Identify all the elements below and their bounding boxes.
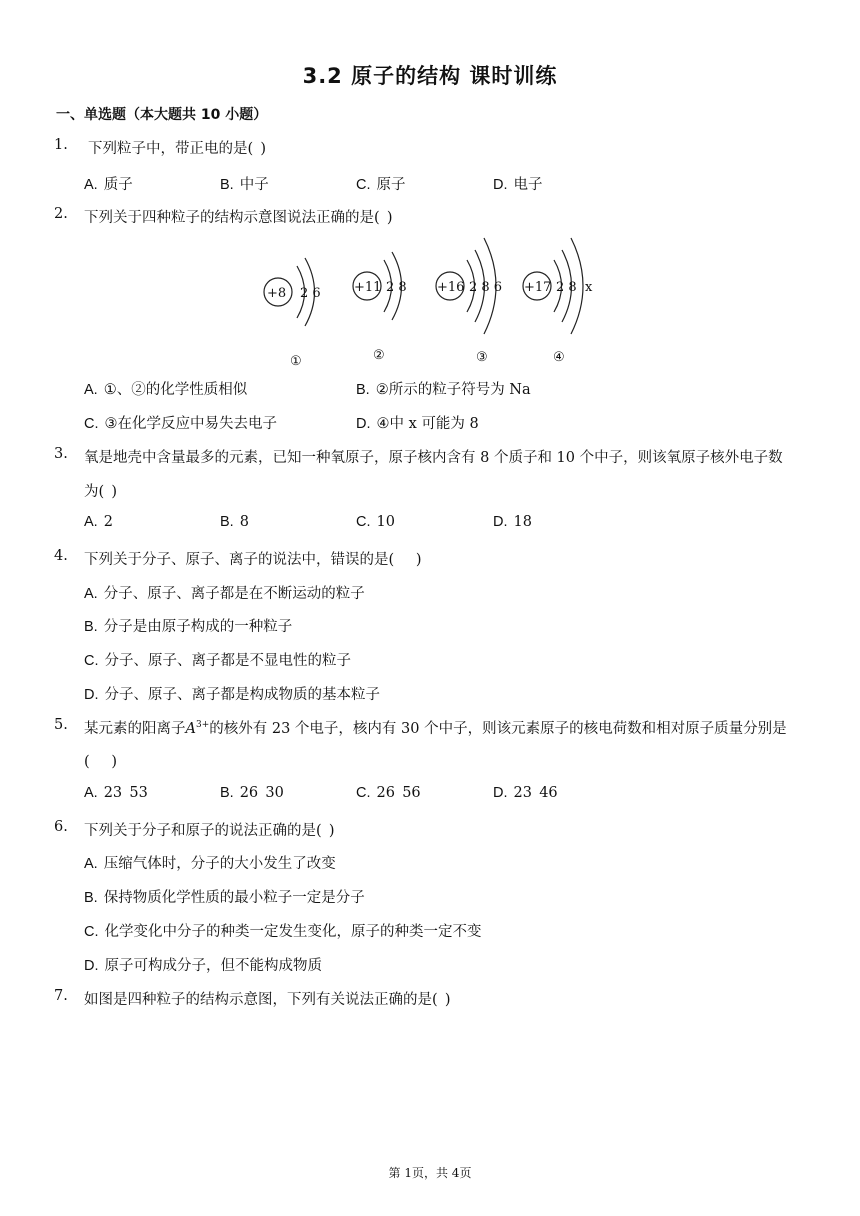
option-c[interactable]: C. 原子 bbox=[356, 177, 406, 193]
option-b[interactable]: B. 8 bbox=[220, 514, 249, 530]
nucleus-label-1: +8 bbox=[267, 286, 287, 301]
figure-mark-4: ④ bbox=[553, 350, 565, 365]
option-c[interactable]: C. 分子、原子、离子都是不显电性的粒子 bbox=[84, 653, 351, 669]
nucleus-label-2: +11 bbox=[354, 280, 382, 295]
question-stem: 下列粒子中，带正电的是( ) bbox=[88, 141, 267, 157]
option-a[interactable]: A. 23 53 bbox=[84, 785, 148, 801]
question-number: 6. bbox=[54, 819, 68, 835]
option-b[interactable]: B. ②所示的粒子符号为 Na bbox=[356, 382, 531, 398]
option-c[interactable]: C. 10 bbox=[356, 514, 395, 530]
option-c[interactable]: C. ③在化学反应中易失去电子 bbox=[84, 416, 277, 432]
question-number: 5. bbox=[54, 717, 68, 733]
question-stem-continued: ( ) bbox=[84, 754, 118, 770]
question-number: 1. bbox=[54, 137, 68, 153]
question-number: 3. bbox=[54, 446, 68, 462]
figure-mark-1: ① bbox=[290, 354, 302, 369]
option-a[interactable]: A. 压缩气体时，分子的大小发生了改变 bbox=[84, 856, 336, 872]
option-b[interactable]: B. 中子 bbox=[220, 177, 269, 193]
option-d[interactable]: D. ④中 x 可能为 8 bbox=[356, 416, 479, 432]
shell-label-1: 2 6 bbox=[300, 286, 321, 301]
option-a[interactable]: A. 分子、原子、离子都是在不断运动的粒子 bbox=[84, 586, 365, 602]
section-heading: 一、单选题（本大题共 10 小题） bbox=[56, 107, 268, 123]
question-stem: 氧是地壳中含量最多的元素，已知一种氧原子，原子核内含有 8 个质子和 10 个中子，则该氧原子核外电子数 bbox=[84, 450, 783, 466]
question-stem: 下列关于四种粒子的结构示意图说法正确的是( ) bbox=[84, 210, 393, 226]
nucleus-label-4: +17 bbox=[524, 280, 552, 295]
shell-label-3: 2 8 6 bbox=[469, 280, 503, 295]
question-stem-continued: 为( ) bbox=[84, 484, 118, 500]
atom-structure-figure bbox=[250, 232, 610, 372]
option-a[interactable]: A. ①、②的化学性质相似 bbox=[84, 382, 248, 398]
question-number: 4. bbox=[54, 548, 68, 564]
option-b[interactable]: B. 分子是由原子构成的一种粒子 bbox=[84, 619, 293, 635]
ion-symbol: A bbox=[185, 721, 196, 737]
question-stem: 下列关于分子和原子的说法正确的是( ) bbox=[84, 823, 335, 839]
ion-charge: 3+ bbox=[195, 720, 210, 730]
figure-mark-3: ③ bbox=[476, 350, 488, 365]
question-stem: 某元素的阳离子$A^{3+}$的核外有 23 个电子，核内有 30 个中子，则该元素原子的核电荷数和相对原子质量分别是 bbox=[84, 720, 787, 737]
option-c[interactable]: C. 26 56 bbox=[356, 785, 421, 801]
page-title: 3.2 原子的结构 课时训练 bbox=[302, 64, 558, 88]
question-number: 2. bbox=[54, 206, 68, 222]
option-b[interactable]: B. 26 30 bbox=[220, 785, 284, 801]
option-d[interactable]: D. 18 bbox=[493, 514, 532, 530]
question-stem: 如图是四种粒子的结构示意图，下列有关说法正确的是( ) bbox=[84, 992, 451, 1008]
option-d[interactable]: D. 原子可构成分子，但不能构成物质 bbox=[84, 958, 322, 974]
option-d[interactable]: D. 分子、原子、离子都是构成物质的基本粒子 bbox=[84, 687, 380, 703]
option-b[interactable]: B. 保持物质化学性质的最小粒子一定是分子 bbox=[84, 890, 365, 906]
option-d[interactable]: D. 23 46 bbox=[493, 785, 558, 801]
option-a[interactable]: A. 质子 bbox=[84, 177, 133, 193]
option-a[interactable]: A. 2 bbox=[84, 514, 113, 530]
option-d[interactable]: D. 电子 bbox=[493, 177, 543, 193]
option-c[interactable]: C. 化学变化中分子的种类一定发生变化，原子的种类一定不变 bbox=[84, 924, 482, 940]
nucleus-label-3: +16 bbox=[437, 280, 465, 295]
question-stem: 下列关于分子、原子、离子的说法中，错误的是( ) bbox=[84, 552, 422, 568]
page-footer: 第 1页，共 4页 bbox=[388, 1166, 472, 1180]
shell-label-2: 2 8 bbox=[386, 280, 407, 295]
shell-label-4: 2 8 x bbox=[556, 280, 593, 295]
question-number: 7. bbox=[54, 988, 68, 1004]
figure-mark-2: ② bbox=[373, 348, 385, 363]
